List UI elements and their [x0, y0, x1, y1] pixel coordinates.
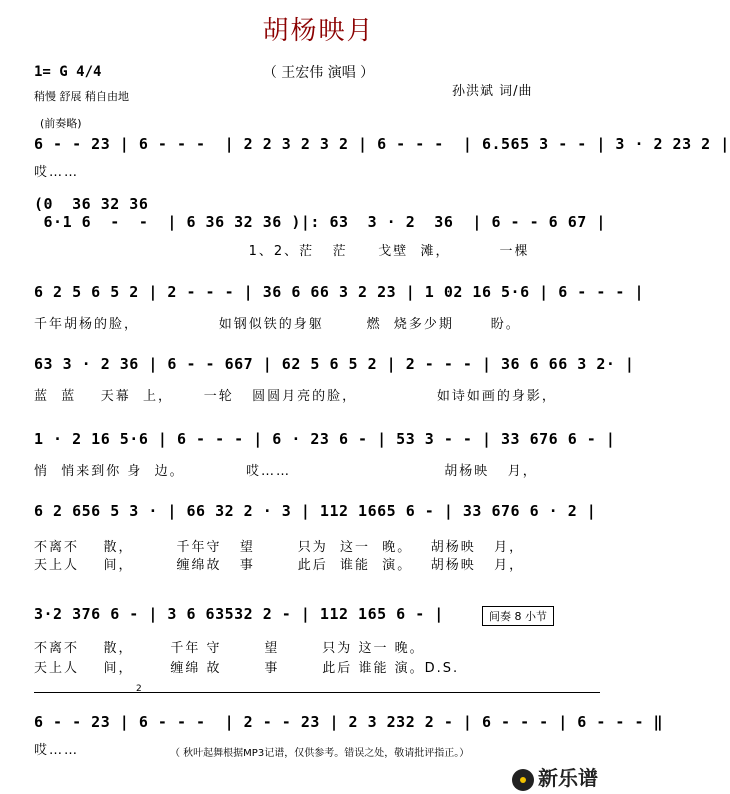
lyric-line: 不离不 散， 千年守 望 只为 这一 晚。 胡杨映 月，: [34, 540, 525, 555]
lyric-line: 1、2、茫 茫 戈壁 滩， 一棵: [34, 244, 530, 259]
lyric-line: 蓝 蓝 天幕 上， 一轮 圆圆月亮的脸， 如诗如画的身影，: [34, 389, 557, 404]
tempo-marking: 稍慢 舒展 稍自由地: [34, 90, 129, 103]
notation: 63 3 · 2 36 | 6 - - 667 | 62 5 6 5 2 | 2 - - - | 36 6 66 3 2· |: [34, 355, 635, 373]
lyric-line: 悄 悄来到你 身 边。 哎…… 胡杨映 月，: [34, 464, 538, 479]
notation: 6 - - 23 | 6 - - - | 2 - - 23 | 2 3 232 2 - | 6 - - - | 6 - - - ‖: [34, 713, 664, 731]
lyric-line: 天上人 间， 缠绵故 事 此后 谁能 演。 胡杨映 月，: [34, 558, 525, 573]
notation: 6 2 5 6 5 2 | 2 - - - | 36 6 66 3 2 23 | 1 02 16 5·6 | 6 - - - |: [34, 283, 644, 301]
logo-text: 新乐谱: [538, 766, 598, 790]
lyric-line: 天上人 间， 缠绵 故 事 此后 谁能 演。D.S.: [34, 661, 460, 676]
lyric-line: 哎……: [34, 165, 80, 180]
notation: 6 2 656 5 3 · | 66 32 2 · 3 | 112 1665 6 - | 33 676 6 · 2 |: [34, 502, 597, 520]
lyric-line: 千年胡杨的脸， 如钢似铁的身躯 燃 烧多少期 盼。: [34, 317, 521, 332]
interlude-marker: 间奏 8 小节: [482, 606, 554, 626]
intro-note: (前奏略): [40, 117, 82, 130]
notation: 1 · 2 16 5·6 | 6 - - - | 6 · 23 6 - | 53 3 - - | 33 676 6 - |: [34, 430, 616, 448]
disc-icon: [512, 769, 534, 791]
author-credit: 孙洪斌 词/曲: [452, 84, 533, 99]
song-title: 胡杨映月: [262, 16, 375, 46]
site-logo: [512, 762, 630, 792]
volta-number: 2: [136, 684, 142, 694]
lyric-line: 不离不 散， 千年 守 望 只为 这一 晚。: [34, 641, 425, 656]
lyric-line: 哎……: [34, 743, 80, 758]
notation: 3·2 376 6 - | 3 6 63532 2 - | 112 165 6 - |: [34, 605, 444, 623]
transcriber-note: （ 秋叶起舞根据MP3记谱，仅供参考。错误之处，敬请批评指正。）: [170, 748, 470, 759]
notation: (0 36 32 36 6·1 6 - - | 6 36 32 36 )|: 63 3 · 2 36 | 6 - - 6 67 |: [34, 195, 606, 231]
volta-bracket: [150, 692, 600, 693]
key-signature: 1= G 4/4: [34, 64, 102, 80]
singer-credit: （ 王宏伟 演唱 ）: [262, 65, 375, 81]
notation: 6 - - 23 | 6 - - - | 2 2 3 2 3 2 | 6 - - - | 6.565 3 - - | 3 · 2 23 2 |: [34, 135, 730, 153]
